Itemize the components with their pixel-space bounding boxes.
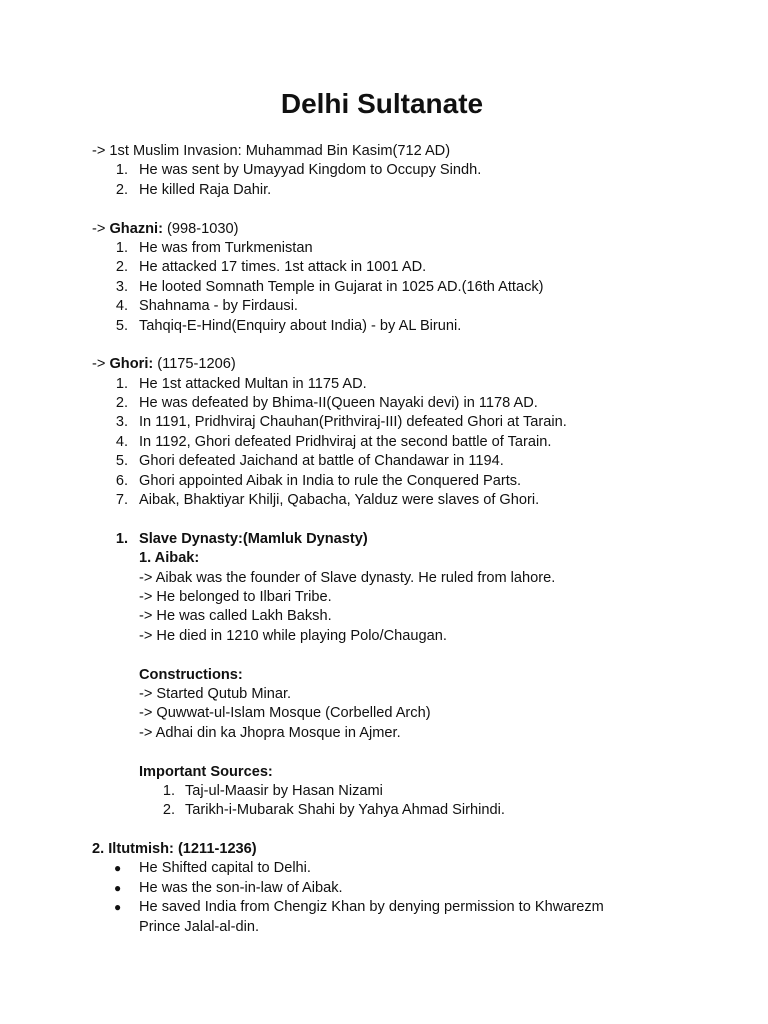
list-item: 7. Aibak, Bhaktiyar Khilji, Qabacha, Yalduz were slaves of Ghori.	[115, 492, 540, 509]
list-item: 1. He was from Turkmenistan	[115, 239, 313, 256]
list-item: 2. He was defeated by Bhima-II(Queen Nayaki devi) in 1178 AD.	[115, 395, 538, 412]
list-item: 5. Ghori defeated Jaichand at battle of Chandawar in 1194.	[115, 453, 504, 470]
list-item: -> Quwwat-ul-Islam Mosque (Corbelled Arch)	[139, 705, 431, 722]
list-item: 3. He looted Somnath Temple in Gujarat in 1025 AD.(16th Attack)	[115, 278, 544, 295]
list-item: 4. In 1192, Ghori defeated Pridhviraj at the second battle of Tarain.	[115, 433, 552, 450]
list-item: -> Adhai din ka Jhopra Mosque in Ajmer.	[139, 724, 401, 741]
bullet-icon: ●	[114, 900, 122, 915]
list-item: 1. He was sent by Umayyad Kingdom to Occupy Sindh.	[115, 162, 482, 179]
ghazni-heading: -> Ghazni: (998-1030)	[92, 220, 239, 237]
list-item: ● He was the son-in-law of Aibak.	[92, 879, 692, 898]
list-item-continuation: Prince Jalal-al-din.	[139, 918, 260, 935]
page-title: Delhi Sultanate	[280, 88, 484, 119]
document-body	[92, 142, 692, 937]
invasion-heading: -> 1st Muslim Invasion: Muhammad Bin Kasim(712 AD)	[92, 143, 451, 159]
ghori-heading: -> Ghori: (1175-1206)	[92, 356, 236, 373]
list-item: 2. Tarikh-i-Mubarak Shahi by Yahya Ahmad Sirhindi.	[162, 802, 505, 819]
list-item: -> He belonged to Ilbari Tribe.	[139, 588, 332, 605]
list-item: -> He was called Lakh Baksh.	[139, 608, 332, 625]
bullet-icon: ●	[114, 861, 122, 876]
list-item: 4. Shahnama - by Firdausi.	[115, 298, 298, 315]
constructions-heading: Constructions:	[139, 666, 243, 683]
list-item: 3. In 1191, Pridhviraj Chauhan(Prithviraj-III) defeated Ghori at Tarain.	[115, 414, 567, 431]
slave-dynasty-heading: 1. Slave Dynasty:(Mamluk Dynasty)	[115, 530, 368, 547]
list-item: -> Aibak was the founder of Slave dynasty. He ruled from lahore.	[139, 569, 556, 586]
list-item: 2. He killed Raja Dahir.	[115, 181, 272, 198]
sources-heading: Important Sources:	[139, 763, 273, 780]
iltutmish-heading: 2. Iltutmish: (1211-1236)	[92, 841, 257, 858]
list-item: -> He died in 1210 while playing Polo/Chaugan.	[139, 627, 447, 644]
list-item: 5. Tahqiq-E-Hind(Enquiry about India) - by AL Biruni.	[115, 317, 462, 334]
list-item: -> Started Qutub Minar.	[139, 685, 292, 702]
list-item: 2. He attacked 17 times. 1st attack in 1001 AD.	[115, 259, 427, 276]
list-item: ● He Shifted capital to Delhi.	[92, 859, 692, 878]
list-item: 1. He 1st attacked Multan in 1175 AD.	[115, 375, 367, 392]
list-item: 1. Taj-ul-Maasir by Hasan Nizami	[162, 782, 383, 799]
aibak-heading: 1. Aibak:	[139, 550, 200, 567]
bullet-icon: ●	[114, 880, 122, 895]
list-item: ● He saved India from Chengiz Khan by denying permission to Khwarezm	[92, 898, 692, 917]
list-item: 6. Ghori appointed Aibak in India to rule the Conquered Parts.	[115, 472, 522, 489]
